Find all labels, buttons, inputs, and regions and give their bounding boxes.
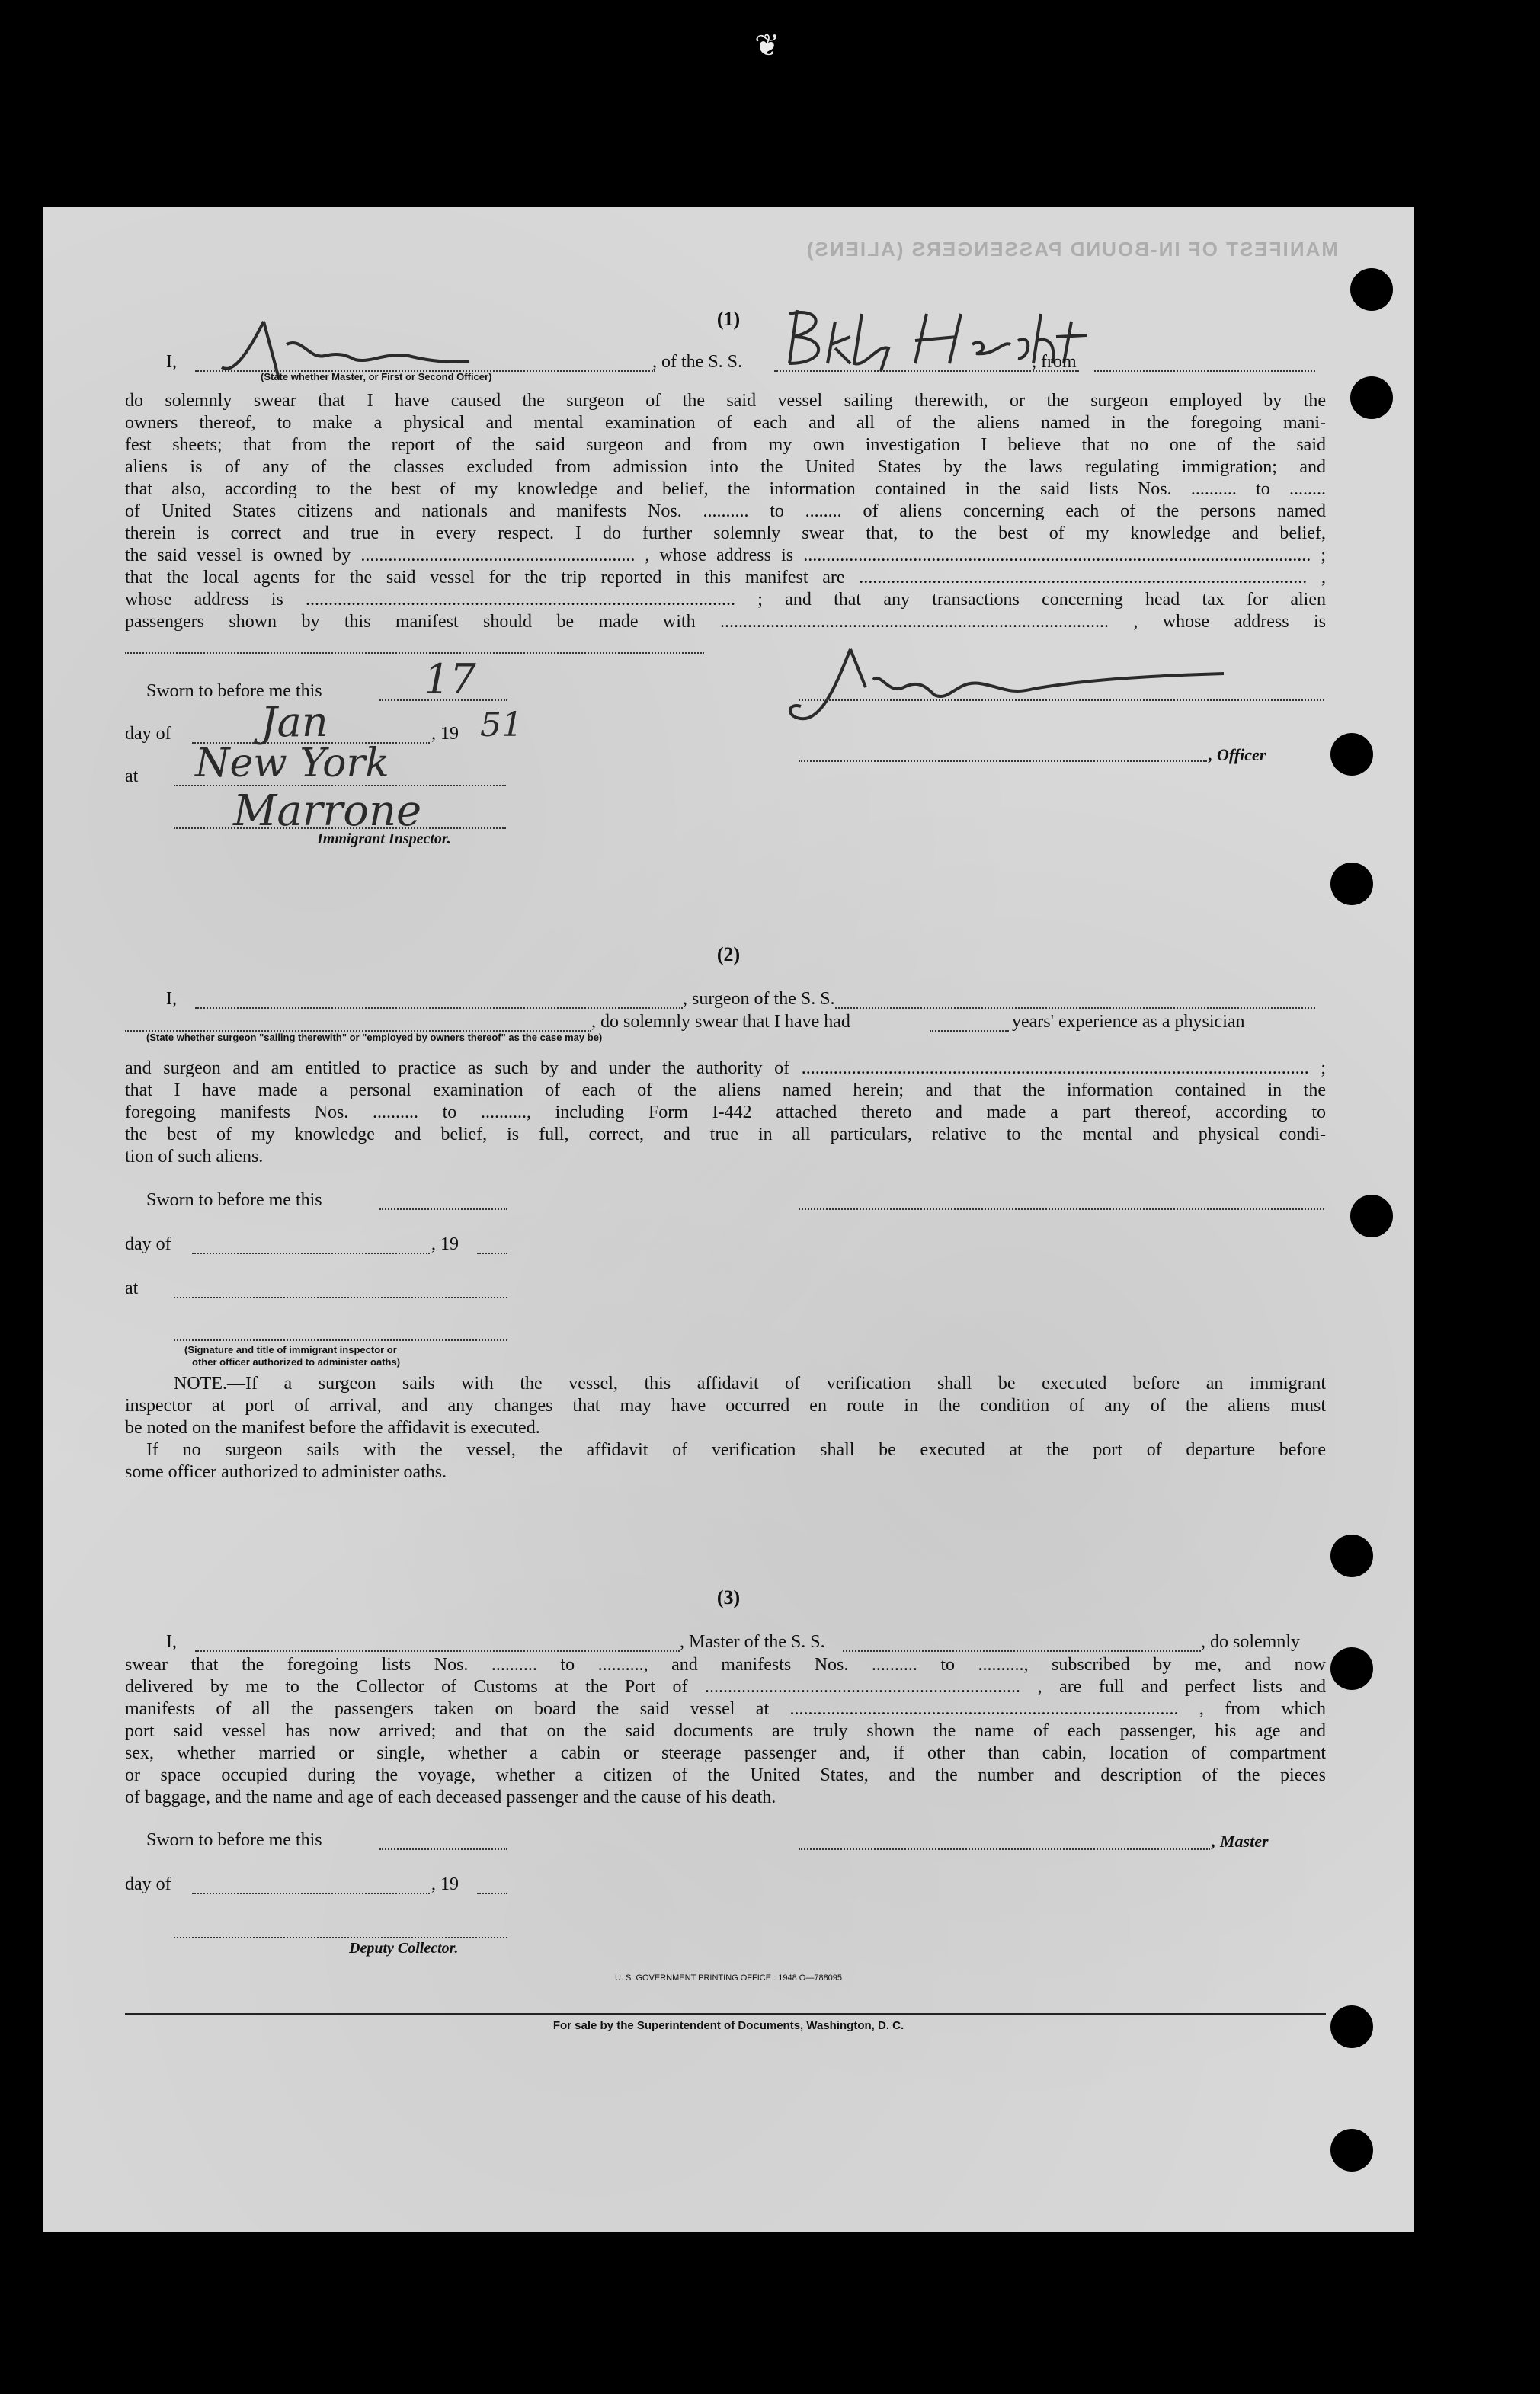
s3-line: manifests of all the passengers taken on board the said vessel at ..................................................................................... , from which (125, 1699, 1326, 1719)
punch-hole (1350, 268, 1393, 311)
s2-note-line: If no surgeon sails with the vessel, the affidavit of verification shall be executed at the port of departure before (146, 1440, 1326, 1460)
s3-ship-blank (843, 1650, 1201, 1652)
s3-line: sex, whether married or single, whether a cabin or steerage passenger and, if other than cabin, location of compartment (125, 1743, 1326, 1763)
s3-line: or space occupied during the voyage, whether a citizen of the United States, and the number and description of the pieces (125, 1765, 1326, 1785)
s3-line: delivered by me to the Collector of Customs at the Port of ..................................................................... , are full and perfect lists and (125, 1677, 1326, 1697)
punch-hole (1350, 1195, 1393, 1237)
s2-years-blank (930, 1030, 1009, 1032)
section-2-number: (2) (716, 943, 741, 965)
punch-hole (1330, 1647, 1373, 1690)
s2-at-blank (174, 1297, 507, 1298)
punch-hole (1330, 733, 1373, 776)
s2-line: tion of such aliens. (125, 1147, 264, 1167)
s1-from-label: , from (1032, 352, 1077, 372)
s2-line: the best of my knowledge and belief, is full, correct, and true in all particulars, relative to the mental and physical condi- (125, 1125, 1326, 1144)
s1-line: that the local agents for the said vessel for the trip reported in this manifest are .................................................................................................. , (125, 568, 1326, 587)
s1-at-label: at (125, 767, 139, 786)
s2-month-blank (192, 1253, 430, 1254)
s2-at-label: at (125, 1279, 139, 1298)
s1-handwritten-month: Jan (261, 698, 328, 746)
s1-from-blank (1094, 370, 1315, 372)
s2-note-line: some officer authorized to administer oaths. (125, 1462, 447, 1482)
s1-line: do solemnly swear that I have caused the surgeon of the said vessel sailing therewith, or the surgeon employed by the (125, 391, 1326, 411)
s3-master-caption: , Master (1212, 1832, 1269, 1851)
punch-hole (1330, 1535, 1373, 1577)
s3-year-blank (477, 1893, 507, 1894)
s3-day-of-label: day of (125, 1874, 171, 1894)
s1-handwritten-inspector: Marrone (233, 786, 422, 836)
s1-line: aliens is of any of the classes excluded from admission into the United States by the laws regulating immigration; and (125, 457, 1326, 477)
s1-handwritten-day: 17 (424, 655, 476, 703)
s2-year-blank (477, 1253, 507, 1254)
s1-state-note: (State whether Master, or First or Second Officer) (261, 371, 492, 382)
s1-line: whose address is .............................................................................................. ; and that any transactions concerning head tax for alien (125, 590, 1326, 610)
s3-do-solemnly: , do solemnly (1201, 1632, 1300, 1652)
s3-line: of baggage, and the name and age of each deceased passenger and the cause of his death. (125, 1787, 776, 1807)
footer-text: For sale by the Superintendent of Documents, Washington, D. C. (552, 2019, 904, 2032)
s1-officer-signature (782, 642, 1239, 741)
s2-years-exp: years' experience as a physician (1012, 1012, 1245, 1032)
s2-line: foregoing manifests Nos. .......... to .........., including Form I-442 attached thereto and made a part thereof, according to (125, 1103, 1326, 1122)
s3-deputy-caption: Deputy Collector. (349, 1940, 459, 1957)
section-3-number: (3) (716, 1586, 741, 1608)
s3-deputy-blank (174, 1937, 507, 1938)
s1-inspector-caption: Immigrant Inspector. (317, 831, 451, 847)
s1-line: passengers shown by this manifest should be made with ..................................................................................... , whose address is (125, 612, 1326, 632)
s3-month-blank (192, 1893, 430, 1894)
s2-note-line: NOTE.—If a surgeon sails with the vessel, this affidavit of verification shall be executed before an immigrant (174, 1374, 1326, 1394)
footer-rule (125, 2013, 1326, 2015)
s1-line: the said vessel is owned by ............................................................ , whose address is ............................................................................................................... ; (125, 546, 1326, 565)
s1-line: of United States citizens and nationals and manifests Nos. .......... to ........ of aliens concerning each of the persons named (125, 501, 1326, 521)
s2-sworn-blank (379, 1208, 507, 1210)
s2-day-of-label: day of (125, 1234, 171, 1254)
s3-sworn-label: Sworn to before me this (146, 1830, 322, 1850)
punch-hole (1350, 376, 1393, 419)
s1-officer-blank (799, 760, 1207, 762)
s2-line: and surgeon and am entitled to practice as such by and under the authority of ............................................................................................................... ; (125, 1058, 1326, 1078)
s3-master-blank (799, 1848, 1210, 1850)
s3-name-blank (195, 1650, 680, 1652)
s2-state-note: (State whether surgeon "sailing therewith" or "employed by owners thereof" as the case may be) (146, 1032, 603, 1043)
s1-year-prefix: , 19 (431, 724, 459, 744)
printing-office-line: U. S. GOVERNMENT PRINTING OFFICE : 1948 O—788095 (614, 1973, 843, 1983)
s1-officer-sig-line (799, 699, 1324, 701)
s2-note-line: be noted on the manifest before the affidavit is executed. (125, 1418, 540, 1438)
s1-sworn-label: Sworn to before me this (146, 681, 322, 701)
s2-i-label: I, (166, 989, 177, 1009)
s2-sig-note-1: (Signature and title of immigrant inspector or (184, 1344, 397, 1355)
s1-line: owners thereof, to make a physical and mental examination of each and all of the aliens named in the foregoing mani- (125, 413, 1326, 433)
s1-address-blank (125, 652, 704, 654)
s2-sig-note-2: other officer authorized to administer oaths) (192, 1356, 401, 1368)
s2-inspector-blank (174, 1339, 507, 1341)
s3-i-label: I, (166, 1632, 177, 1652)
s2-surgeon-sig-line (799, 1208, 1324, 1210)
punch-hole (1330, 2129, 1373, 2172)
s2-surgeon-of: , surgeon of the S. S. (683, 989, 835, 1009)
s1-day-of-label: day of (125, 724, 171, 744)
s2-line: that I have made a personal examination of each of the aliens named herein; and that the information contained in the (125, 1080, 1326, 1100)
s1-line: therein is correct and true in every respect. I do further solemnly swear that, to the best of my knowledge and belief, (125, 523, 1326, 543)
s1-of-the-ss: , of the S. S. (652, 352, 743, 372)
s2-name-blank (195, 1007, 683, 1009)
s3-master-of: , Master of the S. S. (680, 1632, 825, 1652)
s3-line: swear that the foregoing lists Nos. .......... to .........., and manifests Nos. .......... to .........., subscribed by me, and now (125, 1655, 1326, 1675)
s3-year-prefix: , 19 (431, 1874, 459, 1894)
s1-handwritten-place: New York (195, 741, 389, 786)
s1-line: that also, according to the best of my knowledge and belief, the information contained in the said lists Nos. .......... to ........ (125, 479, 1326, 499)
punch-hole (1330, 863, 1373, 905)
bleed-through-text: MANIFEST OF IN-BOUND PASSENGERS (ALIENS) (805, 238, 1338, 261)
section-1-number: (1) (716, 308, 741, 330)
s2-note-line: inspector at port of arrival, and any changes that may have occurred en route in the condition of any of the aliens must (125, 1396, 1326, 1416)
s1-handwritten-year: 51 (480, 706, 523, 744)
manifest-page (43, 207, 1414, 2232)
s1-line: fest sheets; that from the report of the said surgeon and from my own investigation I believe that no one of the said (125, 435, 1326, 455)
s2-year-prefix: , 19 (431, 1234, 459, 1254)
s3-sworn-blank (379, 1848, 507, 1850)
s2-sworn-label: Sworn to before me this (146, 1190, 322, 1210)
s1-officer-caption: , Officer (1209, 745, 1266, 764)
s2-ship-blank (835, 1007, 1315, 1009)
top-edge-mark: ❦ (754, 28, 780, 62)
s1-i-label: I, (166, 352, 177, 372)
s3-line: port said vessel has now arrived; and that on the said documents are truly shown the name of each passenger, his age and (125, 1721, 1326, 1741)
s2-do-solemnly: , do solemnly swear that I have had (591, 1012, 850, 1032)
